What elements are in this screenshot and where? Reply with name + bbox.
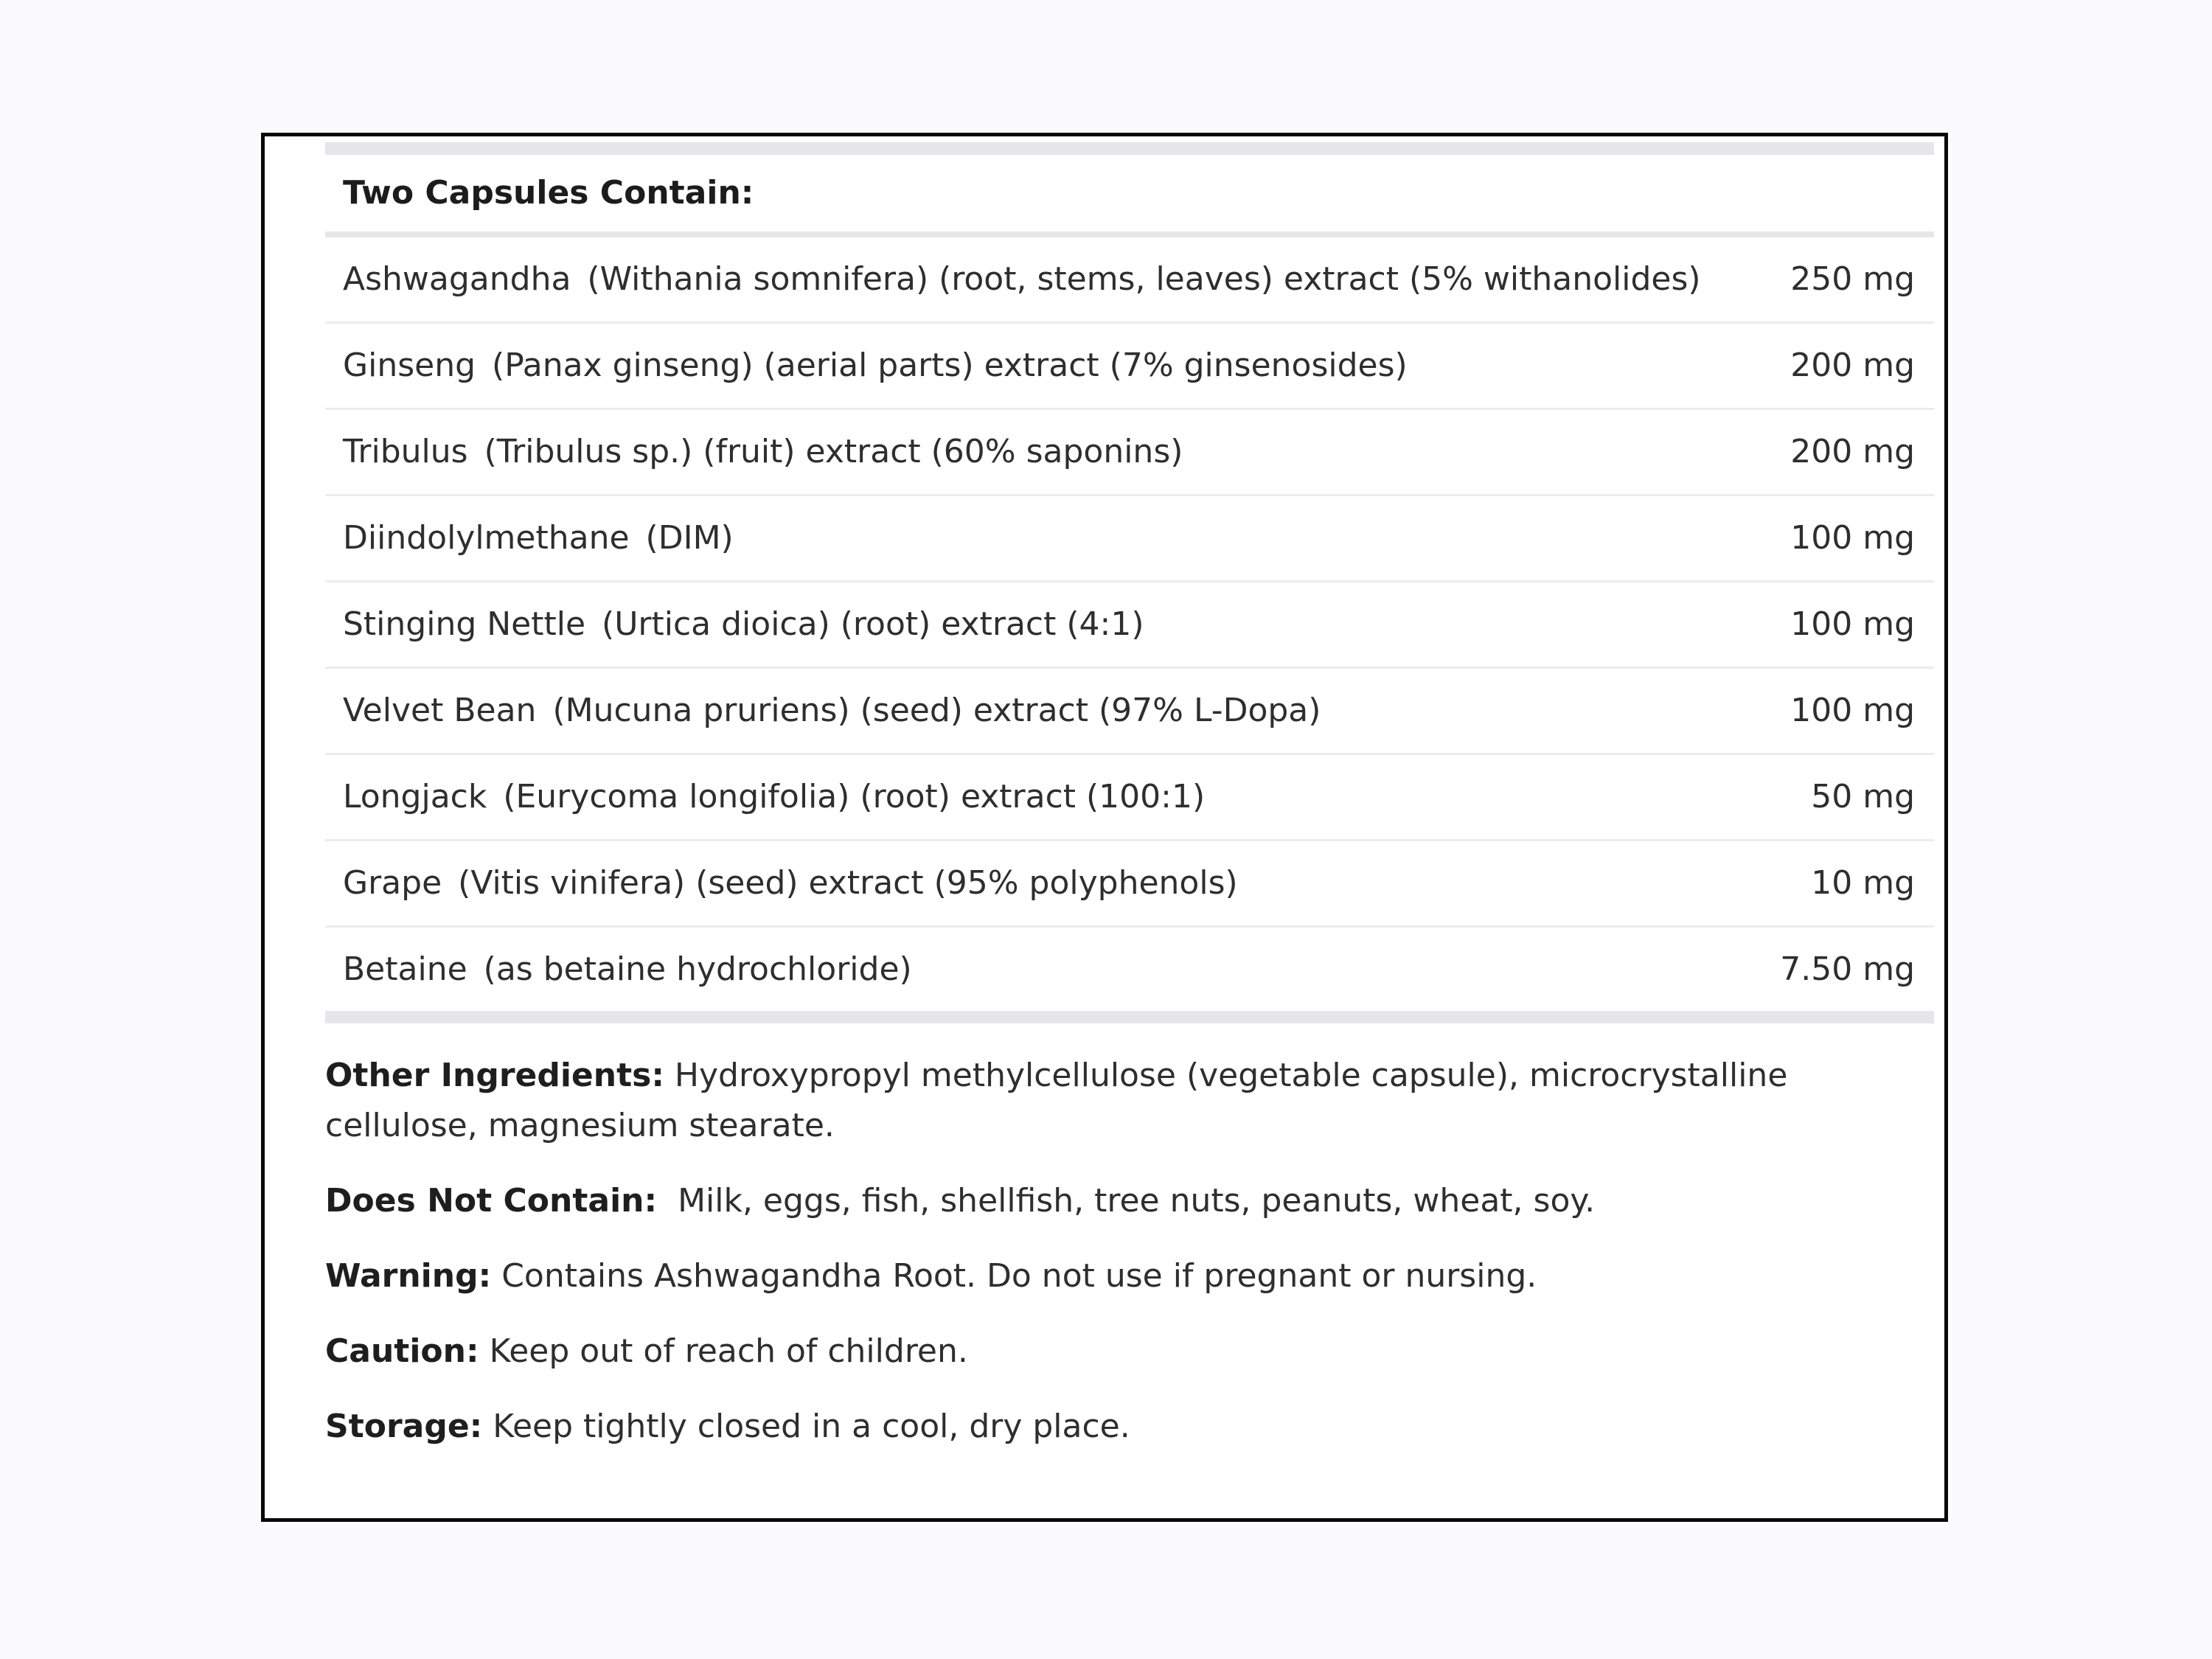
ingredient-row <box>325 324 1934 410</box>
ingredient-name: Longjack <box>343 778 487 815</box>
storage-label: Storage: <box>325 1408 483 1445</box>
warning-label: Warning: <box>325 1257 492 1295</box>
storage <box>325 1402 1918 1452</box>
ingredient-detail: (Vitis vinifera) (seed) extract (95% polyphenols) <box>458 864 1238 902</box>
serving-heading: Two Capsules Contain: <box>343 174 754 212</box>
warning-text: Contains Ashwagandha Root. Do not use if pregnant or nursing. <box>501 1257 1537 1295</box>
ingredient-amount: 7.50 mg <box>1780 950 1915 988</box>
ingredient-detail: (Urtica dioica) (root) extract (4:1) <box>602 605 1144 643</box>
ingredient-amount: 100 mg <box>1790 605 1915 643</box>
ingredients-table <box>325 142 1934 1023</box>
ingredient-amount: 200 mg <box>1790 347 1915 384</box>
ingredient-detail: (DIM) <box>645 519 734 557</box>
ingredient-name: Velvet Bean <box>343 692 537 729</box>
ingredient-row <box>325 496 1934 582</box>
ingredient-name: Betaine <box>343 950 467 988</box>
ingredient-detail: (Panax ginseng) (aerial parts) extract (7% ginsenosides) <box>492 347 1408 384</box>
other-ingredients <box>325 1051 1918 1151</box>
ingredient-detail: (Eurycoma longifolia) (root) extract (100:1) <box>503 778 1206 815</box>
ingredient-detail: (as betaine hydrochloride) <box>483 950 912 988</box>
does-not-contain-text: Milk, eggs, fish, shellfish, tree nuts, peanuts, wheat, soy. <box>678 1182 1596 1220</box>
storage-text: Keep tightly closed in a cool, dry place. <box>493 1408 1130 1445</box>
ingredient-row <box>325 669 1934 755</box>
ingredient-name: Ashwagandha <box>343 260 571 298</box>
ingredient-row <box>325 410 1934 496</box>
ingredient-row <box>325 237 1934 324</box>
table-top-bar <box>325 142 1934 155</box>
ingredient-amount: 250 mg <box>1790 260 1915 298</box>
ingredient-row <box>325 755 1934 841</box>
ingredient-amount: 100 mg <box>1790 519 1915 557</box>
warning <box>325 1251 1918 1301</box>
ingredient-amount: 200 mg <box>1790 433 1915 470</box>
ingredient-detail: (Tribulus sp.) (fruit) extract (60% saponins) <box>484 433 1183 470</box>
does-not-contain-label: Does Not Contain: <box>325 1182 658 1220</box>
ingredient-name: Diindolylmethane <box>343 519 630 557</box>
ingredient-name: Stinging Nettle <box>343 605 586 643</box>
table-bottom-bar <box>325 1011 1934 1023</box>
other-ingredients-text: Hydroxypropyl methylcellulose (vegetable capsule), microcrystalline cellulose, magnesium stearate. <box>325 1057 1788 1144</box>
ingredient-name: Tribulus <box>343 433 468 470</box>
ingredient-row <box>325 582 1934 669</box>
does-not-contain <box>325 1176 1918 1226</box>
ingredient-name: Ginseng <box>343 347 476 384</box>
ingredient-amount: 100 mg <box>1790 692 1915 729</box>
ingredient-detail: (Withania somnifera) (root, stems, leaves) extract (5% withanolides) <box>587 260 1701 298</box>
ingredient-name: Grape <box>343 864 442 902</box>
caution-text: Keep out of reach of children. <box>489 1332 968 1370</box>
label-notes <box>325 1051 1918 1477</box>
ingredient-detail: (Mucuna pruriens) (seed) extract (97% L-Dopa) <box>552 692 1321 729</box>
other-ingredients-label: Other Ingredients: <box>325 1057 664 1094</box>
table-header <box>325 155 1934 237</box>
supplement-facts-panel <box>261 133 1948 1522</box>
ingredient-row <box>325 841 1934 928</box>
ingredient-amount: 50 mg <box>1811 778 1915 815</box>
caution <box>325 1326 1918 1377</box>
caution-label: Caution: <box>325 1332 479 1370</box>
ingredient-amount: 10 mg <box>1811 864 1915 902</box>
ingredient-row <box>325 928 1934 1011</box>
